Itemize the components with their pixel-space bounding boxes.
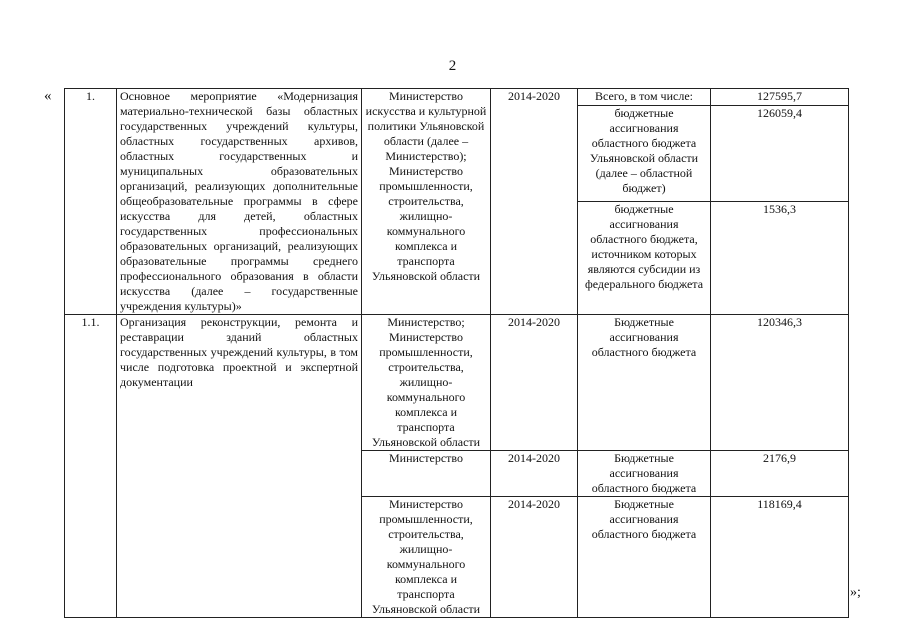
amount-cell: 118169,4 <box>711 497 849 618</box>
period-cell: 2014-2020 <box>491 497 578 618</box>
funding-source-cell: Всего, в том числе: <box>578 89 711 106</box>
amount-cell: 126059,4 <box>711 105 849 201</box>
funding-source-cell: бюджетные ассигнования областного бюджета, источником которых являются субсидии из федерального бюджета <box>578 201 711 314</box>
page-number: 2 <box>448 58 457 74</box>
executor-cell: Министерство искусства и культурной политики Ульяновской области (далее – Министерство); Министерство промышленности, строительства, жилищно-коммунального комплекса и транспорта Ульяновской области <box>362 89 491 315</box>
row-number: 1. <box>65 89 117 315</box>
executor-cell: Министерство <box>362 451 491 497</box>
table-row <box>65 315 849 451</box>
activity-description: Организация реконструкции, ремонта и реставрации зданий областных государственных учреждений культуры, в том числе подготовка проектной и экспертной документации <box>117 315 362 618</box>
funding-source-cell: бюджетные ассигнования областного бюджета Ульяновской области (далее – областной бюджет) <box>578 105 711 201</box>
amount-cell: 1536,3 <box>711 201 849 314</box>
table-row <box>65 89 849 106</box>
amount-cell: 120346,3 <box>711 315 849 451</box>
funding-source-cell: Бюджетные ассигнования областного бюджета <box>578 451 711 497</box>
executor-cell: Министерство; Министерство промышленности, строительства, жилищно-коммунального комплекса и транспорта Ульяновской области <box>362 315 491 451</box>
closing-quote: »; <box>850 585 861 600</box>
amount-cell: 127595,7 <box>711 89 849 106</box>
period-cell: 2014-2020 <box>491 89 578 315</box>
opening-quote: « <box>44 88 52 104</box>
funding-source-cell: Бюджетные ассигнования областного бюджета <box>578 497 711 618</box>
period-cell: 2014-2020 <box>491 451 578 497</box>
funding-source-cell: Бюджетные ассигнования областного бюджета <box>578 315 711 451</box>
amount-cell: 2176,9 <box>711 451 849 497</box>
program-table <box>64 88 849 618</box>
executor-cell: Министерство промышленности, строительства, жилищно-коммунального комплекса и транспорта Ульяновской области <box>362 497 491 618</box>
period-cell: 2014-2020 <box>491 315 578 451</box>
activity-description: Основное мероприятие «Модернизация материально-технической базы областных государственных учреждений культуры, областных государственных архивов, областных государственных и муниципальных образовательных организаций, реализующих дополнительные общеобразовательные программы в сфере искусства для детей, областных государственных профессиональных образовательных организаций, реализующих образовательные программы среднего профессионального образования в области искусства (далее – государственные учреждения культуры)» <box>117 89 362 315</box>
row-number: 1.1. <box>65 315 117 618</box>
